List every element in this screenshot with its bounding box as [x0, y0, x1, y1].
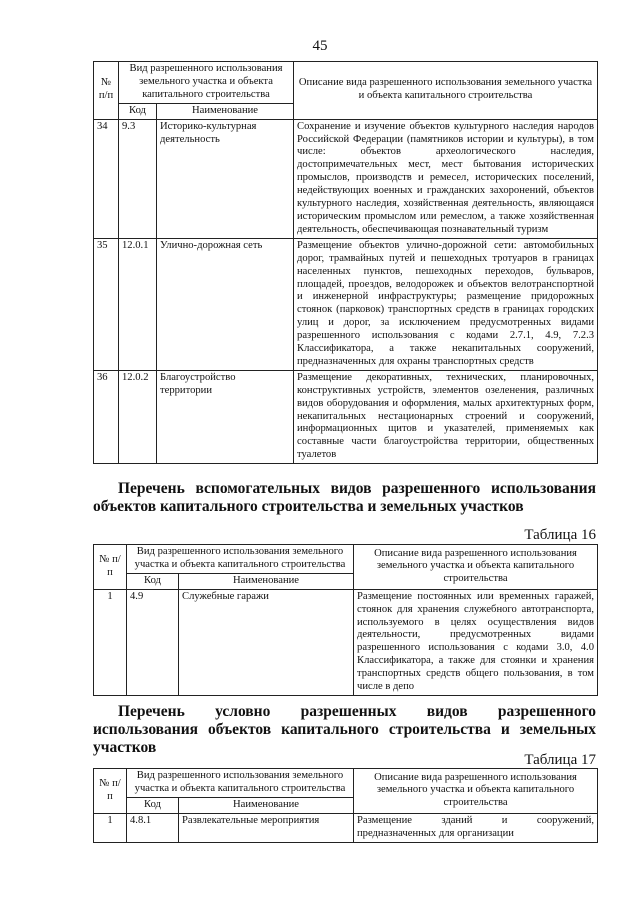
- table-16: [93, 544, 598, 696]
- row-desc: Сохранение и изучение объектов культурного наследия народов Российской Федерации (памятников истории и культуры), в том числе: объектов археологического наследия, достопримечательных мест, мест бытования исторических промыслов, производств и ремесел, исторических поселений, недействующих военных и гражданских захоронений, объектов культурного наследия, хозяйственная деятельность, являющаяся историческим промыслом или ремеслом, а также хозяйственная деятельность, обеспечивающая познавательный туризм: [294, 119, 598, 238]
- row-name: Служебные гаражи: [179, 589, 354, 695]
- header-code: Код: [119, 103, 157, 119]
- section-heading-auxiliary-line2: объектов капитального строительства и земельных участков: [93, 498, 524, 515]
- header-name: Наименование: [157, 103, 294, 119]
- table-row: [94, 813, 598, 842]
- row-name: Развлекательные мероприятия: [179, 813, 354, 842]
- section-heading-conditional-line2: использования объектов капитального строительства и земельных: [93, 721, 596, 738]
- header-desc: Описание вида разрешенного использования земельного участка и объекта капитального строительства: [354, 769, 598, 814]
- row-code: 4.9: [127, 589, 179, 695]
- section-heading-conditional-line1: Перечень условно разрешенных видов разрешенного: [118, 703, 596, 720]
- row-num: 36: [94, 370, 119, 463]
- header-group: Вид разрешенного использования земельного участка и объекта капитального строительства: [119, 62, 294, 104]
- row-num: 34: [94, 119, 119, 238]
- table-label-17: Таблица 17: [524, 752, 596, 768]
- section-heading-auxiliary-line1: Перечень вспомогательных видов разрешенного использования: [118, 480, 596, 497]
- header-code: Код: [127, 797, 179, 813]
- row-code: 12.0.1: [119, 238, 157, 370]
- header-num: № п/п: [94, 545, 127, 590]
- table-label-16: Таблица 16: [524, 527, 596, 543]
- table-row: [94, 238, 598, 370]
- table-row: [94, 589, 598, 695]
- table-continuation: [93, 61, 598, 464]
- row-num: 1: [94, 589, 127, 695]
- header-num: № п/п: [94, 769, 127, 814]
- row-num: 35: [94, 238, 119, 370]
- row-code: 9.3: [119, 119, 157, 238]
- page-number: 45: [312, 38, 328, 54]
- header-desc: Описание вида разрешенного использования земельного участка и объекта капитального строительства: [354, 545, 598, 590]
- table-row: [94, 370, 598, 463]
- row-desc: Размещение зданий и сооружений, предназначенных для организации: [354, 813, 598, 842]
- header-name: Наименование: [179, 797, 354, 813]
- section-heading-conditional-line3: участков: [93, 739, 157, 756]
- row-name: Благоустройство территории: [157, 370, 294, 463]
- header-code: Код: [127, 573, 179, 589]
- row-desc: Размещение объектов улично-дорожной сети: автомобильных дорог, трамвайных путей и пешеходных тротуаров в границах населенных пунктов, пешеходных переходов, бульваров, площадей, проездов, велодорожек и объектов велотранспортной и инженерной инфраструктуры; размещение придорожных стоянок (парковок) транспортных средств в границах городских улиц и дорог, за исключением предусмотренных видами разрешенного использования с кодами 2.7.1, 4.9, 7.2.3 Классификатора, а также некапитальных сооружений, предназначенных для охраны транспортных средств: [294, 238, 598, 370]
- row-name: Историко-культурная деятельность: [157, 119, 294, 238]
- header-name: Наименование: [179, 573, 354, 589]
- row-desc: Размещение декоративных, технических, планировочных, конструктивных устройств, элементов озеленения, различных видов оборудования и оформления, малых архитектурных форм, некапитальных нестационарных строений и сооружений, информационных щитов и указателей, применяемых как составные части благоустройства территории, общественных туалетов: [294, 370, 598, 463]
- header-num: № п/п: [94, 62, 119, 120]
- row-code: 12.0.2: [119, 370, 157, 463]
- row-num: 1: [94, 813, 127, 842]
- table-17: [93, 768, 598, 843]
- row-code: 4.8.1: [127, 813, 179, 842]
- row-desc: Размещение постоянных или временных гаражей, стоянок для хранения служебного автотранспорта, используемого в целях осуществления видов деятельности, предусмотренных видами разрешенного использования с кодами 3.0, 4.0 Классификатора, а также для стоянки и хранения транспортных средств общего пользования, в том числе в депо: [354, 589, 598, 695]
- header-group: Вид разрешенного использования земельного участка и объекта капитального строительства: [127, 769, 354, 798]
- table-row: [94, 119, 598, 238]
- header-desc: Описание вида разрешенного использования земельного участка и объекта капитального строительства: [294, 62, 598, 120]
- header-group: Вид разрешенного использования земельного участка и объекта капитального строительства: [127, 545, 354, 574]
- row-name: Улично-дорожная сеть: [157, 238, 294, 370]
